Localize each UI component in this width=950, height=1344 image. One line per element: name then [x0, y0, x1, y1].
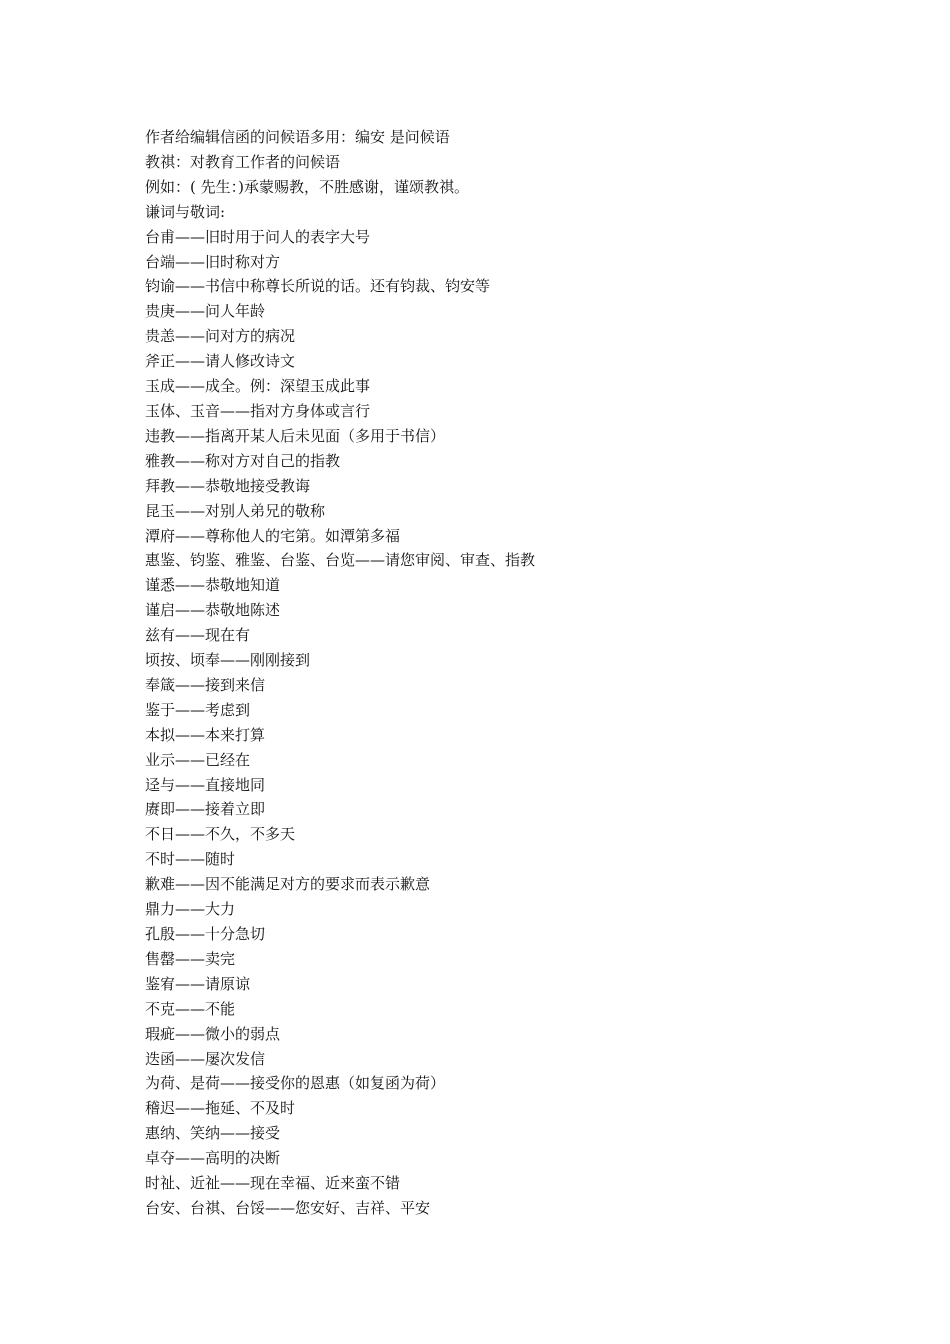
- term-entry: 奉箴——接到来信: [145, 675, 266, 694]
- term-entry: 惠鉴、钧鉴、雅鉴、台鉴、台览——请您审阅、审查、指教: [145, 551, 536, 570]
- section-heading: 谦词与敬词:: [145, 202, 226, 221]
- term-entry: 谨悉——恭敬地知道: [145, 576, 281, 595]
- term-entry: 为荷、是荷——接受你的恩惠（如复函为荷）: [145, 1074, 446, 1093]
- term-entry: 兹有——现在有: [145, 626, 251, 645]
- term-entry: 贵恙——问对方的病况: [145, 327, 296, 346]
- term-entry: 不克——不能: [145, 999, 236, 1018]
- term-entry: 售罄——卖完: [145, 949, 236, 968]
- term-entry: 歉难——因不能满足对方的要求而表示歉意: [145, 875, 431, 894]
- text-line: 例如：( 先生：)承蒙赐教，不胜感谢，谨颂教祺。: [145, 177, 469, 196]
- text-line: 教祺：对教育工作者的问候语: [145, 152, 341, 171]
- term-entry: 台安、台祺、台馁——您安好、吉祥、平安: [145, 1198, 431, 1217]
- term-entry: 迳与——直接地同: [145, 775, 266, 794]
- term-entry: 潭府——尊称他人的宅第。如潭第多福: [145, 526, 401, 545]
- term-entry: 卓夺——高明的决断: [145, 1149, 281, 1168]
- term-entry: 惠纳、笑纳——接受: [145, 1124, 281, 1143]
- text-line: 作者给编辑信函的问候语多用：编安 是问候语: [145, 128, 450, 146]
- term-entry: 瑕疵——微小的弱点: [145, 1024, 281, 1043]
- term-entry: 业示——已经在: [145, 750, 251, 769]
- term-entry: 玉成——成全。例：深望玉成此事: [145, 377, 371, 396]
- term-entry: 拜教——恭敬地接受教诲: [145, 476, 311, 495]
- term-entry: 鉴于——考虑到: [145, 700, 251, 719]
- term-entry: 贵庚——问人年龄: [145, 302, 266, 321]
- term-entry: 顷按、顷奉——刚刚接到: [145, 651, 311, 670]
- term-entry: 昆玉——对别人弟兄的敬称: [145, 501, 326, 520]
- term-entry: 赓即——接着立即: [145, 800, 266, 819]
- term-entry: 本拟——本来打算: [145, 725, 266, 744]
- term-entry: 台端——旧时称对方: [145, 252, 281, 271]
- term-entry: 稽迟——拖延、不及时: [145, 1099, 296, 1118]
- term-entry: 台甫——旧时用于问人的表字大号: [145, 227, 371, 246]
- term-entry: 迭函——屡次发信: [145, 1049, 266, 1068]
- term-entry: 玉体、玉音——指对方身体或言行: [145, 401, 371, 420]
- document-body: [145, 125, 905, 1221]
- term-entry: 钧谕——书信中称尊长所说的话。还有钧裁、钧安等: [145, 277, 491, 296]
- term-entry: 不时——随时: [145, 850, 236, 869]
- term-entry: 不日——不久，不多天: [145, 825, 296, 844]
- term-entry: 谨启——恭敬地陈述: [145, 601, 281, 620]
- term-entry: 时祉、近祉——现在幸福、近来蛮不错: [145, 1174, 401, 1193]
- term-entry: 斧正——请人修改诗文: [145, 352, 296, 371]
- term-entry: 违教——指离开某人后未见面（多用于书信）: [145, 426, 446, 445]
- term-entry: 孔殷——十分急切: [145, 925, 266, 943]
- term-entry: 鉴宥——请原谅: [145, 974, 251, 993]
- term-entry: 鼎力——大力: [145, 900, 236, 919]
- term-entry: 雅教——称对方对自己的指教: [145, 451, 341, 470]
